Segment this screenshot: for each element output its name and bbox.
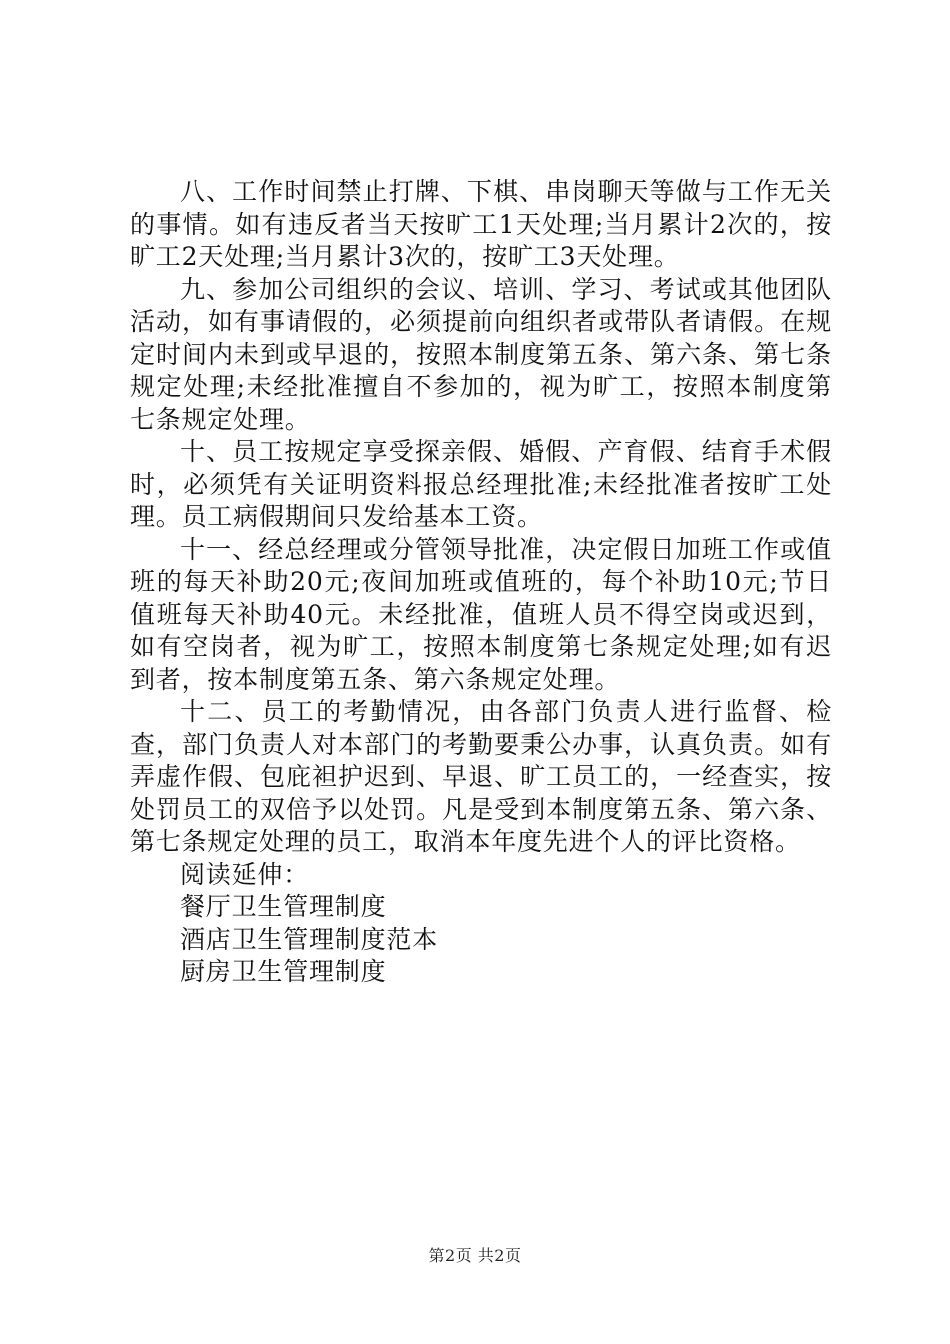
further-reading	[130, 859, 832, 989]
paragraph-10: 十、员工按规定享受探亲假、婚假、产育假、结育手术假时，必须凭有关证明资料报总经理批准;未经批准者按旷工处理。员工病假期间只发给基本工资。	[130, 437, 832, 531]
further-reading-link[interactable]: 餐厅卫生管理制度	[180, 892, 387, 921]
paragraph-12: 十二、员工的考勤情况，由各部门负责人进行监督、检查，部门负责人对本部门的考勤要秉公办事，认真负责。如有弄虚作假、包庇袒护迟到、早退、旷工员工的，一经查实，按处罚员工的双倍予以处罚。凡是受到本制度第五条、第六条、第七条规定处理的员工，取消本年度先进个人的评比资格。	[130, 697, 832, 856]
document-body	[130, 176, 832, 989]
page-number-footer: 第2页 共2页	[428, 1246, 522, 1265]
paragraph-11: 十一、经总经理或分管领导批准，决定假日加班工作或值班的每天补助20元;夜间加班或值班的，每个补助10元;节日值班每天补助40元。未经批准，值班人员不得空岗或迟到，如有空岗者，视为旷工，按照本制度第七条规定处理;如有迟到者，按本制度第五条、第六条规定处理。	[130, 534, 832, 694]
further-reading-link[interactable]: 酒店卫生管理制度范本	[180, 924, 439, 954]
further-reading-link[interactable]: 厨房卫生管理制度	[180, 957, 387, 986]
paragraph-8: 八、工作时间禁止打牌、下棋、串岗聊天等做与工作无关的事情。如有违反者当天按旷工1天处理;当月累计2次的，按旷工2天处理;当月累计3次的，按旷工3天处理。	[130, 177, 832, 271]
paragraph-9: 九、参加公司组织的会议、培训、学习、考试或其他团队活动，如有事请假的，必须提前向组织者或带队者请假。在规定时间内未到或早退的，按照本制度第五条、第六条、第七条规定处理;未经批准擅自不参加的，视为旷工，按照本制度第七条规定处理。	[130, 274, 832, 434]
further-reading-heading: 阅读延伸：	[180, 859, 310, 889]
